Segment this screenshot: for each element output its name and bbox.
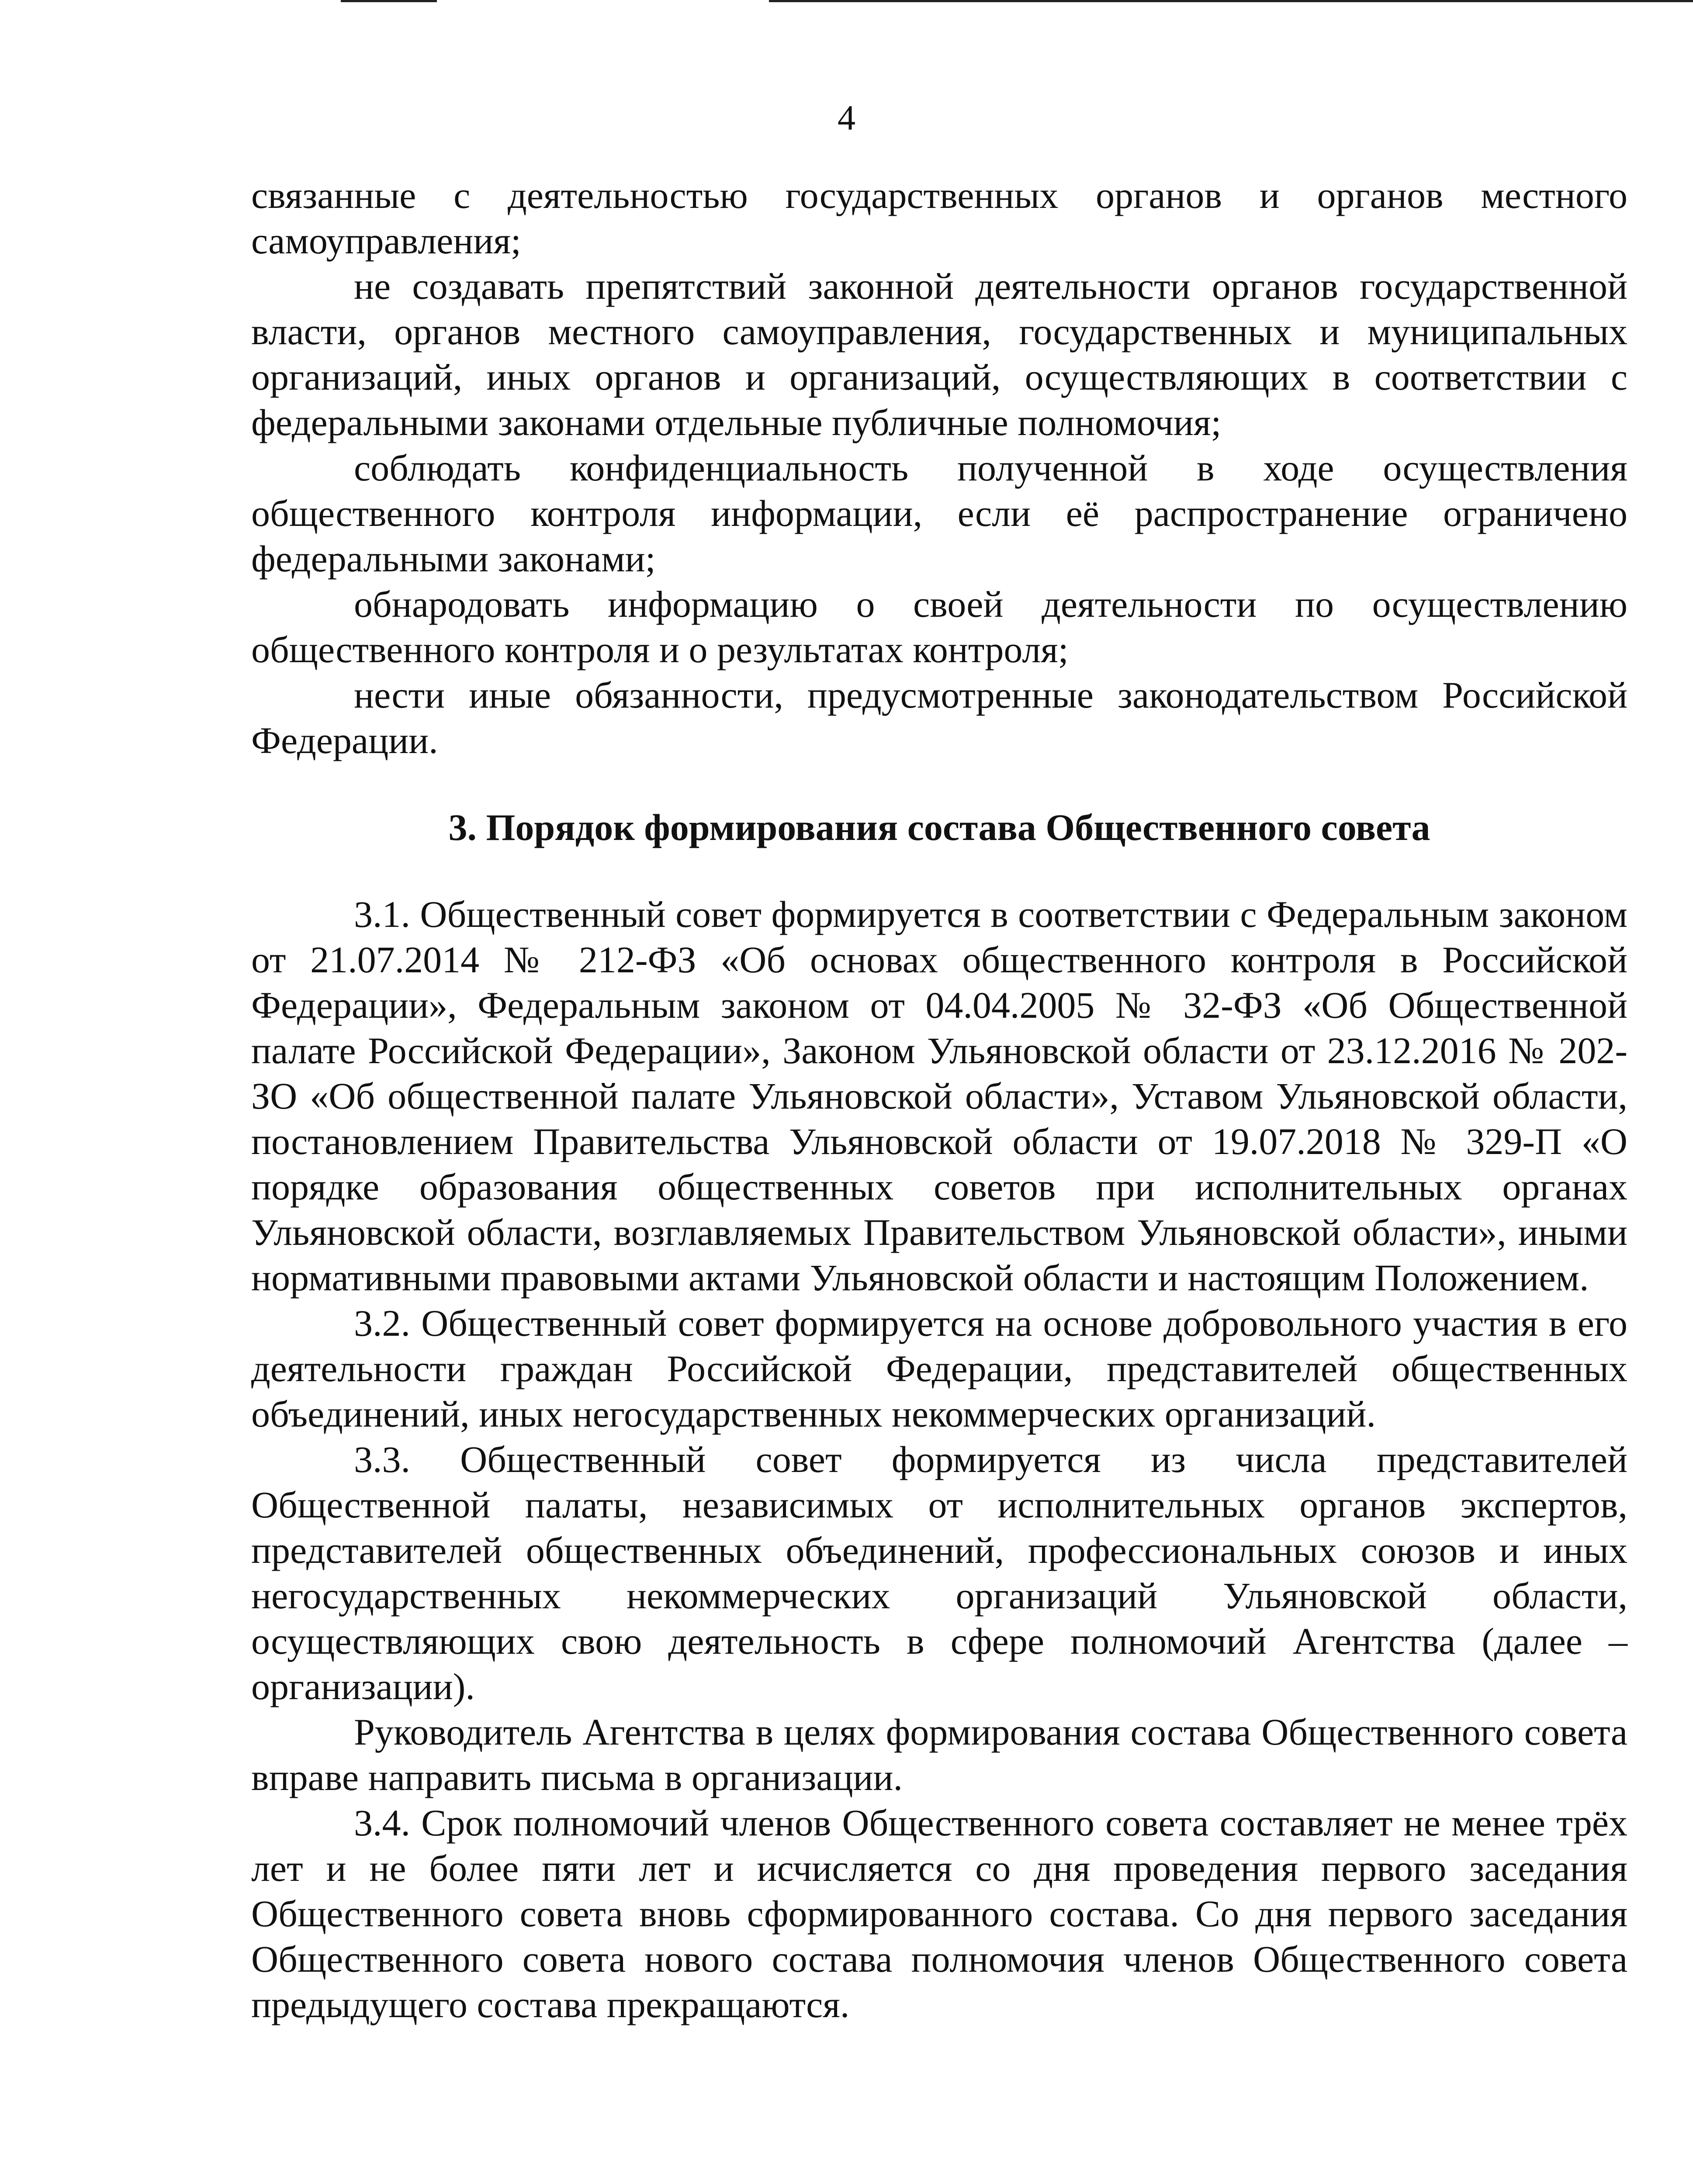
scan-edge-top-right (769, 0, 1693, 2)
paragraph-continuation: связанные с деятельностью государственных органов и органов местного самоуправления; (251, 174, 1627, 262)
paragraph-obligation-confidentiality: соблюдать конфиденциальность полученной в ходе осуществления общественного контроля информации, если её распространение ограничено федеральными законами; (251, 447, 1627, 580)
paragraph-obligation-no-obstacles: не создавать препятствий законной деятельности органов государственной власти, органов местного самоуправления, государственных и муниципальных организаций, иных органов и организаций, осуществляющих в соответствии с федеральными законами отдельные публичные полномочия; (251, 265, 1627, 443)
paragraph-obligation-publish: обнародовать информацию о своей деятельности по осуществлению общественного контроля и о результатах контроля; (251, 583, 1627, 670)
paragraph-3-4: 3.4. Срок полномочий членов Общественного совета составляет не менее трёх лет и не более пяти лет и исчисляется со дня проведения первого заседания Общественного совета вновь сформированного состава. Со дня первого заседания Общественного совета нового состава полномочия членов Общественного совета предыдущего состава прекращаются. (251, 1802, 1627, 2025)
paragraph-obligation-other: нести иные обязанности, предусмотренные законодательством Российской Федерации. (251, 674, 1627, 761)
paragraph-head-letters: Руководитель Агентства в целях формирования состава Общественного совета вправе направить письма в организации. (251, 1711, 1627, 1798)
section-heading: 3. Порядок формирования состава Общественного совета (448, 806, 1430, 848)
page-number: 4 (838, 98, 855, 138)
paragraph-3-2: 3.2. Общественный совет формируется на основе добровольного участия в его деятельности граждан Российской Федерации, представителей общественных объединений, иных негосударственных некоммерческих организаций. (251, 1302, 1627, 1435)
scan-edge-top-left (341, 0, 437, 2)
document-body (251, 173, 1627, 2027)
paragraph-3-3: 3.3. Общественный совет формируется из числа представителей Общественной палаты, независимых от исполнительных органов экспертов, представителей общественных объединений, профессиональных союзов и иных негосударственных некоммерческих организаций Ульяновской области, осуществляющих свою деятельность в сфере полномочий Агентства (далее – организации). (251, 1438, 1627, 1707)
paragraph-3-1: 3.1. Общественный совет формируется в соответствии с Федеральным законом от 21.07.2014 № 212-ФЗ «Об основах общественного контроля в Российской Федерации», Федеральным законом от 04.04.2005 № 32-ФЗ «Об Общественной палате Российской Федерации», Законом Ульяновской области от 23.12.2016 № 202-ЗО «Об общественной палате Ульяновской области», Уставом Ульяновской области, постановлением Правительства Ульяновской области от 19.07.2018 № 329-П «О порядке образования общественных советов при исполнительных органах Ульяновской области, возглавляемых Правительством Ульяновской области», иными нормативными правовыми актами Ульяновской области и настоящим Положением. (251, 893, 1627, 1299)
